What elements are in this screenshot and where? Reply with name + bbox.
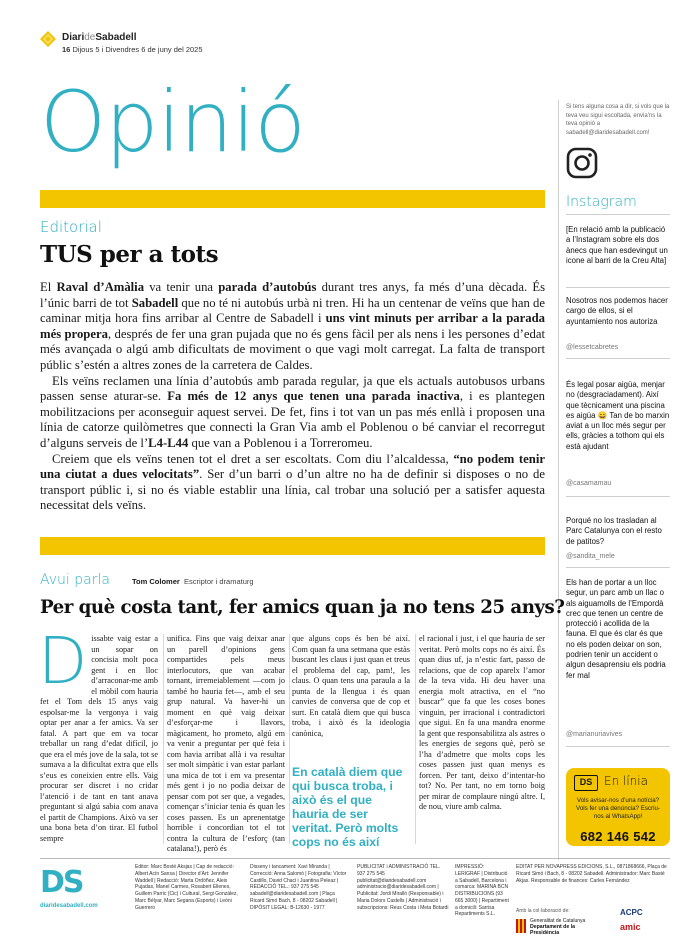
column-text-col2: unifica. Fins que vaig deixar anar un parell d’opinions gens compartides pels meus interlocutors, que van acabar tornant, irremeiablement —com jo també ho hauria fet—, amb el seu grup natural. Va haver-hi un moment en què vaig deixar d’esforçar-me i llavors, màgicament, ho prometo, algú em va venir a preguntar per què feia i com havia arribat allà i va resultar ser molt simpàtic i van estar parlant una mica de tot i em va presentar més gent i jo no podia deixar de pensar com pot ser que, a vegades, començar s’iniciar tenia és quan les coses passen. Es un aprenentatge horrible i concordian tot el tot contra la cultura de l’esforç (tan catalana!), però és: [167, 634, 285, 853]
editorial-headline: TUS per a tots: [40, 241, 219, 268]
sidebar-intro: Si tens alguna cosa a dir, si vols que la teva veu sigui escoltada, envia'ns la teva opinió a sabadell@diaridesabadell.com!: [566, 104, 670, 137]
dropcap-letter: D: [38, 625, 88, 699]
site-url[interactable]: diaridesabadell.com: [40, 903, 98, 909]
editorial-text: que no té ni autobús urbà ni tren. Hi ha un centenar de veïns que han de caminar mitja hora fins arribar al Centre de Sabadell i: [40, 295, 545, 326]
column-kicker: Avui parla: [40, 572, 110, 588]
editorial-kicker: Editorial: [40, 218, 102, 236]
whatsapp-phone[interactable]: 682 146 542: [580, 829, 656, 844]
sidebar-rule: [566, 287, 670, 288]
column-text-col1: Dissabte vaig estar a un sopar on concisia molt poca gent i en lloc d’arraconar-me amb el mòbil com hauria fet el Tom dels 15 anys vaig espolsar-me la vergonya i vaig optar per anar a fer amics. Va ser fatal. A part que em va tocar treballar un rang d’edat difícil, jo que era el més jove de la sala, tot se sumava a la dificultat extra que ells s’eus es coneixien entre ells. Vaig procurar ser discret i no cridar l’atenció i de tant en tant anava preguntant si algú sabia com anava el partit de Champions. Això va ser una bona beta d’on tirar. El futbol sempre: [38, 625, 158, 843]
editorial-highlight: L4-L44: [148, 435, 189, 450]
sidebar-rule: [566, 214, 670, 215]
column-author[interactable]: Tom Colomer: [132, 577, 180, 586]
sidebar-divider: [558, 100, 559, 860]
footer-publisher: EDITAT PER NOVAPRESS EDICIONS, S.L., 0871868666, Plaça de Ricard Simó i Bach, 8 - 08202 Sabadell. Administrador: Marc Basté Akjas. Responsable de finances: Carles Fernández: [516, 864, 667, 884]
section-title: Opinió: [40, 73, 305, 171]
brand-name: DiarideSabadell: [62, 32, 137, 43]
footer-rule: [40, 858, 670, 859]
ds-logo: DS: [40, 865, 83, 900]
instagram-icon: [566, 147, 598, 179]
column-rule: [415, 634, 416, 844]
edition-date: Dijous 5 i Divendres 6 de juny del 2025: [72, 45, 203, 54]
editorial-paragraph: [40, 452, 545, 514]
instagram-title: Instagram: [566, 194, 637, 210]
column-author-role: Escriptor i dramaturg: [183, 577, 254, 586]
sidebar-post-handle[interactable]: @sandita_mele: [566, 553, 615, 560]
sidebar-post-text: [En relació amb la publicació a l’Instagram sobre els dos ànecs que han esdevingut un icone al barri de la Creu Alta]: [566, 225, 668, 265]
generalitat-emblem-icon: [516, 919, 526, 933]
footer-advertising: PUBLICITAT i ADMINISTRACIÓ TEL. 937 275 545 publicitat@diaridesabadell.com administracio@diaridesabadell.com | Publicitat: Jordi Miralló (Responsable) i Maria Dolors Castells | Administració i subscripcions: Reus Costa i Meta Botardi: [357, 864, 449, 911]
editorial-highlight: parada d’autobús: [218, 280, 317, 294]
acpc-logo: ACPC: [620, 908, 643, 917]
page-number: 16: [62, 45, 71, 54]
editorial-highlight: Fa més de 12 anys que tenen una parada inactiva: [167, 389, 460, 404]
column-rule: [289, 634, 290, 844]
sidebar-rule: [566, 358, 670, 359]
editorial-text: . Ser d’un barri o d’un altre no ha de definir si disposes o no de transport públic i, si no és viable establir una línia, cal trobar una solució per a satisfer aquesta necessitat dels veïns.: [40, 467, 546, 513]
sidebar-post-text: Porqué no los trasladan al Parc Catalunya con el resto de patitos?: [566, 516, 662, 546]
editorial-text: Creiem que els veïns tenen tot el dret a ser escoltats. Com diu l’alcaldessa,: [52, 451, 454, 466]
amic-logo: amic: [620, 922, 641, 932]
editorial-text: durant tres anys, fa més d’una dècada. És l’únic barri de tot: [40, 280, 546, 310]
sidebar-post-text: És legal posar aigüa, menjar no (desgraciadament). Així que tècnicament una piscina es aigüa 😄 Tan de bo marxin aviat a un lloc més segur per ells, gràcies a tothom qui els està ajudant: [566, 380, 670, 451]
sidebar-post-handle[interactable]: @casamamau: [566, 480, 612, 487]
en-linia-text: Vols avisar-nos d’una notícia? Vols fer una denúncia? Escriu-nos al WhatsApp!: [576, 797, 660, 821]
editorial-body: [40, 280, 545, 514]
column-byline: [132, 577, 254, 586]
column-text-col3: que alguns cops és ben bé així. Com quan fa una setmana que estàs buscant les claus i just quan et treus el problema del cap, pam!, les claus. O quan tens una paraula a la punta de la llengua i és quan canvies de conversa que de cop et surt. En català diem que qui busca troba, i això és la ideologia canònica,: [292, 634, 410, 738]
editorial-paragraph: [40, 280, 545, 374]
en-linia-box[interactable]: [566, 768, 670, 846]
sidebar-rule: [566, 567, 670, 568]
sidebar-post-text: Els han de portar a un lloc segur, un parc amb un llac o als aiguamolls de l’Empordà crec que tenen un centre de protecció i acollida de la fauna. El que és clar és que no els poden deixar on son, podrien tenir un accident o algun desaprensiu els podria fer mal: [566, 578, 666, 680]
editorial-text: El: [40, 280, 57, 294]
footer-printing: IMPRESSIÓ: LERIGRAF | Distribució a Sabadell, Barcelona i comarca: MARINA BCN DISTRIBUCIONS (93 665 3000) | Repartiment a domicili: Sarrisa Repartiments S.L.: [455, 864, 509, 918]
sidebar-post-text: Nosotros nos podemos hacer cargo de ellos, si el ayuntamiento nos autoriza: [566, 296, 668, 326]
footer-design: Disseny i tancament: Xavi Miranda | Correcció: Anna Salomó | Fotografia: Víctor Castillo, David Chaci i Juantina Peleaz | REDACCIÓ TEL.: 937 275 545 sabadell@diaridesabadell.com | Plaça Ricard Simó Bach, 8 - 08202 Sabadell | DIPÒSIT LEGAL: B-12630 - 1977: [250, 864, 347, 911]
header-yellow-bar: [40, 190, 545, 208]
generalitat-name: Generalitat de Catalunya: [530, 918, 586, 924]
column-text-col4: el racional i just, i el que hauria de ser veritat. Però molts cops no és així. És quan dius uf, ja n’estic fart, passo de relacions, que de cop aparelx l’amor de la teva vida. Hi deu haver una energia molt atractiva, en el “no buscar” que fa que les coses bones vinguin, per irracional i contradictori que sigui. En fa una mandra enorme la gent que responsabilitza als astres o les energies de segons què, però se l’ha d’admetre que molts cops les coses passen just quan menys es forcen. Per tant, deixo d’intentar-ho tot? No. Per tant, no em torno boig per mirar de complaure ningú altre. I, de nou, viure amb calma.: [419, 634, 545, 811]
page-info: [62, 45, 203, 54]
department-name: Departament de la Presidència: [530, 924, 575, 936]
column-rule: [163, 634, 164, 844]
editorial-highlight: Raval d’Amàlia: [56, 280, 145, 294]
editorial-highlight: Sabadell: [131, 295, 179, 310]
column-headline: Per què costa tant, fer amics quan ja no tens 25 anys?: [40, 597, 565, 618]
sidebar-rule: [566, 746, 670, 747]
editorial-text: que van a Poblenou i a Torreromeu.: [188, 435, 373, 450]
diari-logo-icon: [40, 31, 56, 47]
generalitat-logo: [516, 917, 596, 939]
editorial-text: , i es plantegen mobilitzacions per aconseguir aquest servei. De fet, fins i tot van un pas més enllà i proposen una línia de catorze quilòmetres que connecti la Gran Via amb el Poblenou o bé canviar el recorregut d’alguns serveis de l’: [40, 389, 545, 450]
editorial-text: Els veïns reclamen una línia d’autobús amb parada regular, ja que els actuals autobusos urbans passen sense aturar-se.: [40, 373, 545, 404]
footer-credits: Editor: Marc Bosté Aksjas | Cap de redacció: Albert Acín Sansa | Director d’Art: Jennifer Waddell | Redacció: Marta Ordóñez, Aleix Pujadas, Manel Carmes, Rosabert Ellenes, Guillem Parric (Cic) i Cultural, Sergi González, Marc Bélyar, Marc Segana (Esports) i Leóni Guerrero: [135, 864, 238, 911]
editorial-text: , després de fer una gran pujada que no és gens fàcil per als nens i les persones d’edat més avançada o algú amb dificultats de moviment o que vagi molt carregat. La falta de transport públic s’estén a altres zones de la carretera de Caldes.: [40, 326, 545, 372]
sidebar-post-handle[interactable]: @lessetcabretes: [566, 344, 619, 351]
editorial-highlight: uns vint minuts per arribar a la parada més propera: [40, 311, 545, 341]
pull-quote: En català diem que qui busca troba, i això és el que hauria de ser veritat. Però molts cops no és així: [292, 765, 403, 849]
editorial-text: va tenir una: [144, 280, 219, 294]
editorial-highlight: “no podem tenir una ciutat a dues velocitats”: [40, 451, 545, 482]
collaboration-label: Amb la col·laboració de:: [516, 908, 570, 914]
ds-badge-icon: DS: [574, 775, 598, 791]
divider-yellow-bar: [40, 537, 545, 555]
editorial-paragraph: [40, 374, 545, 452]
sidebar-rule: [566, 496, 670, 497]
sidebar-post-handle[interactable]: @marianuriavives: [566, 731, 623, 738]
en-linia-title: En línia: [604, 774, 648, 788]
